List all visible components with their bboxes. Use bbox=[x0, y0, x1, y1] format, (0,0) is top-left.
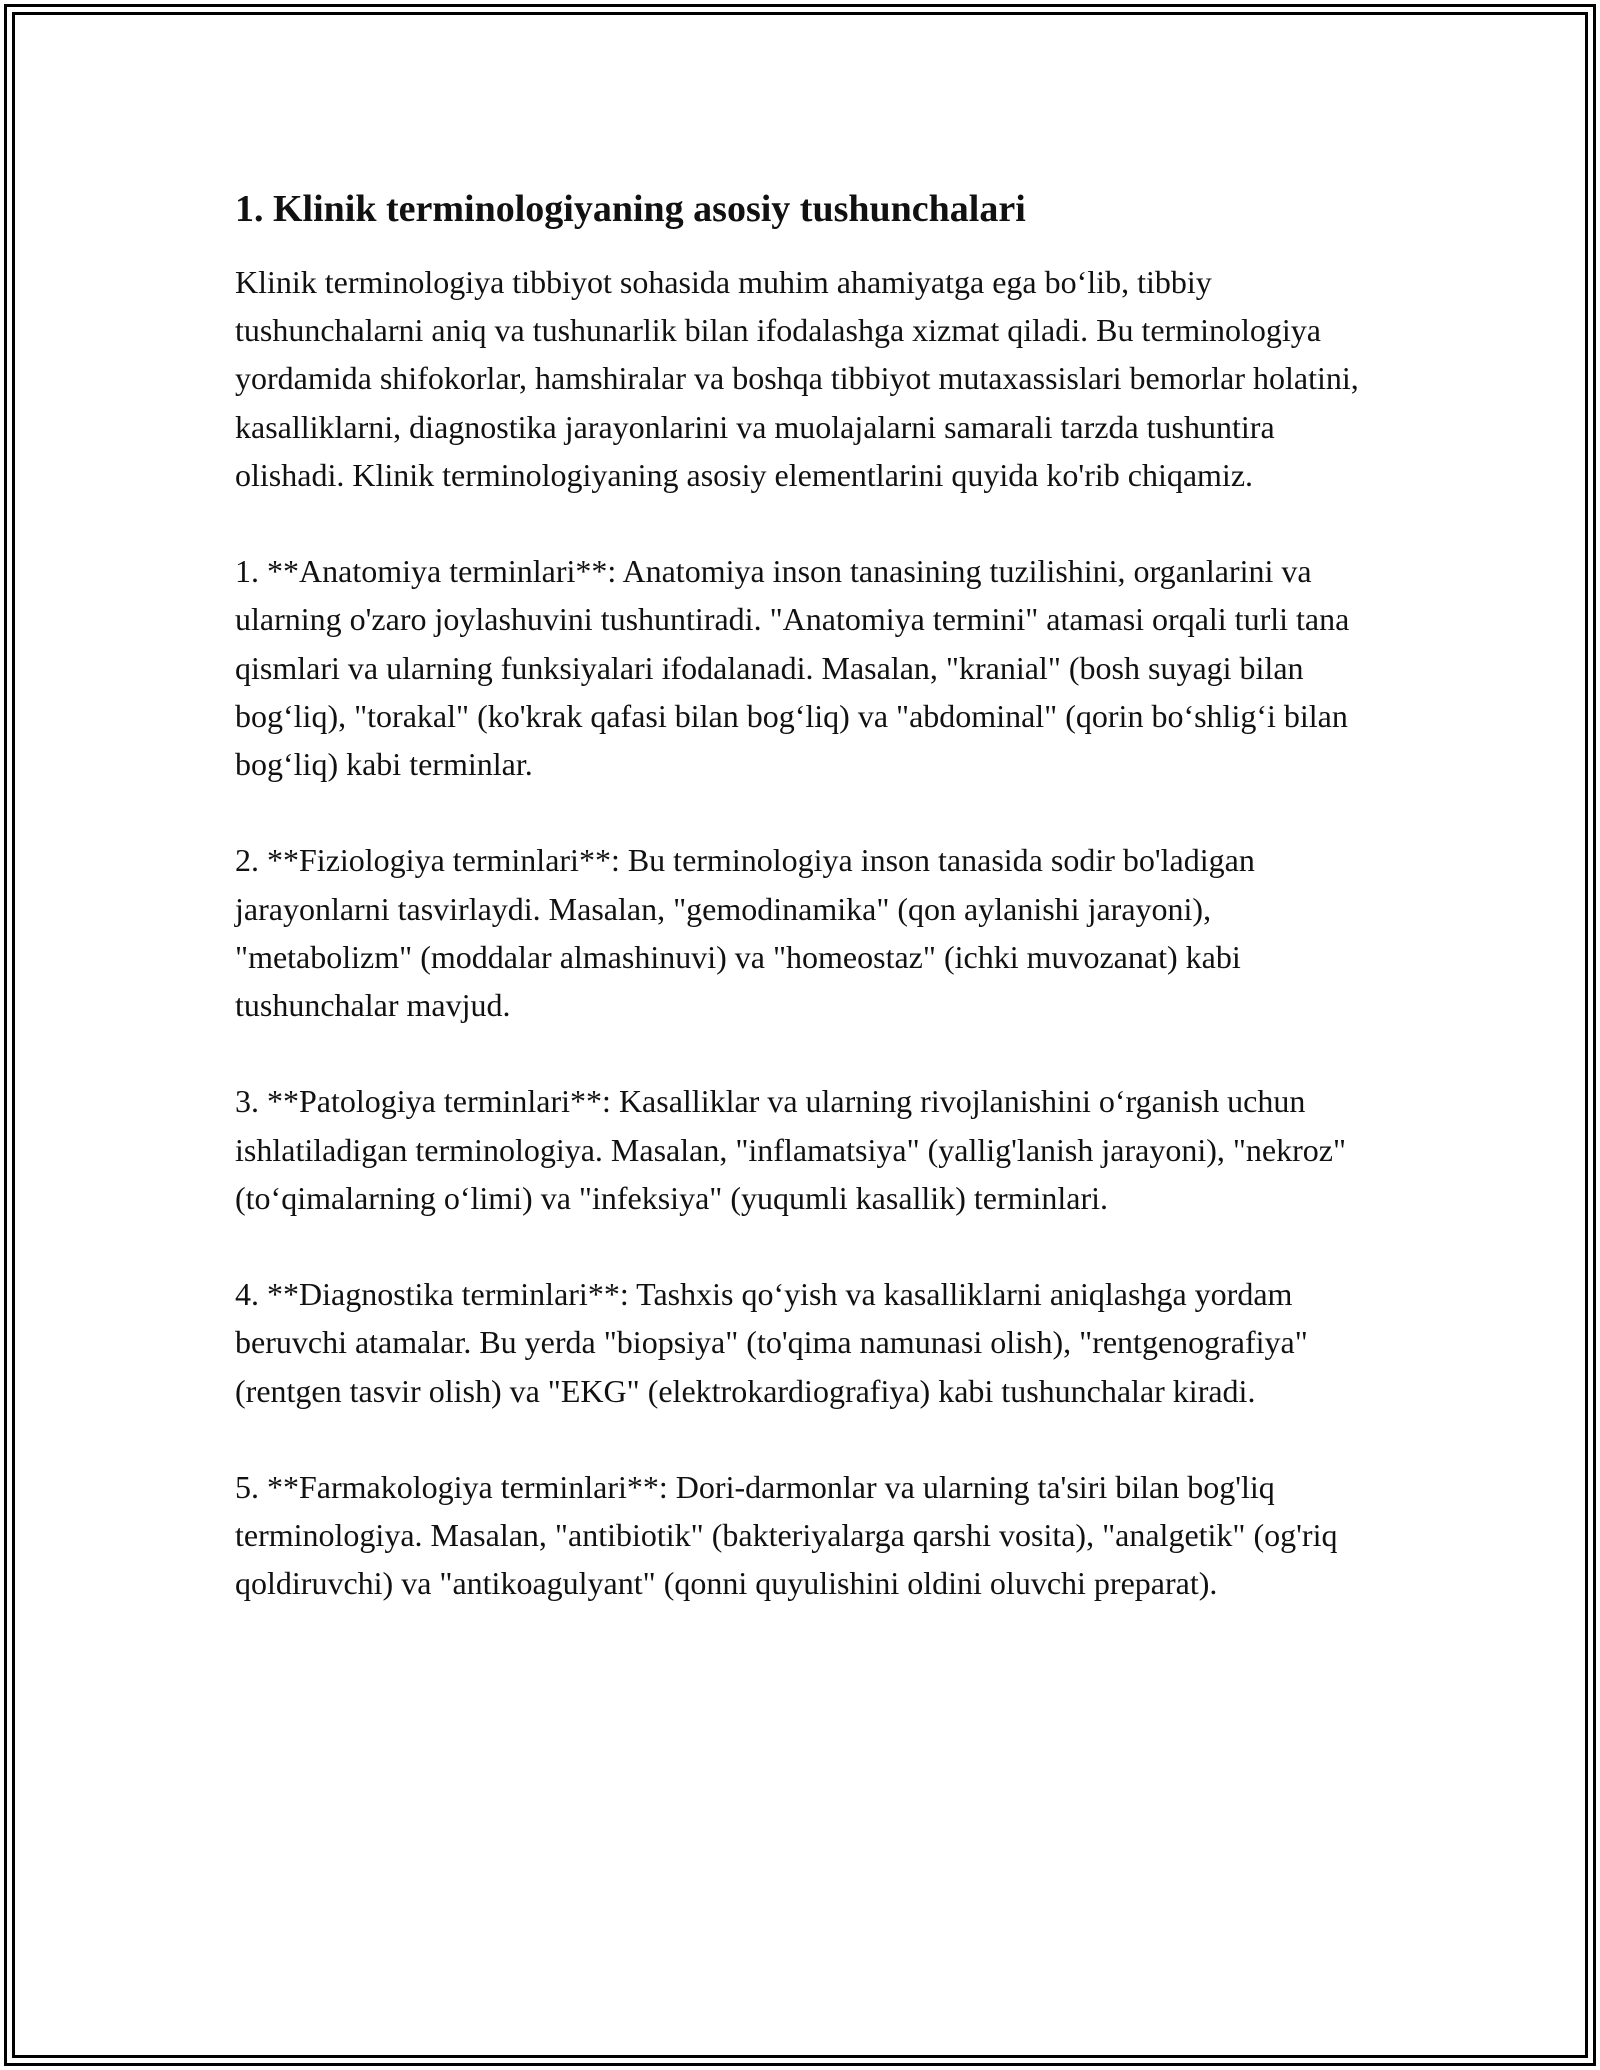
intro-paragraph: Klinik terminologiya tibbiyot sohasida muhim ahamiyatga ega bo‘lib, tibbiy tushunchalarni aniq va tushunarlik bilan ifodalashga xizmat qiladi. Bu terminologiya yordamida shifokorlar, hamshiralar va boshqa tibbiyot mutaxassislari bemorlar holatini, kasalliklarni, diagnostika jarayonlarini va muolajalarni samarali tarzda tushuntira olishadi. Klinik terminologiyaning asosiy elementlarini quyida ko'rib chiqamiz. bbox=[235, 264, 1359, 493]
diagnostics-paragraph: 4. **Diagnostika terminlari**: Tashxis qo‘yish va kasalliklarni aniqlashga yordam beruvchi atamalar. Bu yerda "biopsiya" (to'qima namunasi olish), "rentgenografiya" (rentgen tasvir olish) va "EKG" (elektrokardiografiya) kabi tushunchalar kiradi. bbox=[235, 1276, 1308, 1409]
anatomy-paragraph: 1. **Anatomiya terminlari**: Anatomiya inson tanasining tuzilishini, organlarini va ularning o'zaro joylashuvini tushuntiradi. "Anatomiya termini" atamasi orqali turli tana qismlari va ularning funksiyalari ifodalanadi. Masalan, "kranial" (bosh suyagi bilan bog‘liq), "torakal" (ko'krak qafasi bilan bog‘liq) va "abdominal" (qorin bo‘shlig‘i bilan bog‘liq) kabi terminlar. bbox=[235, 553, 1350, 783]
section-heading: 1. Klinik terminologiyaning asosiy tushunchalari bbox=[235, 188, 1026, 230]
document-body bbox=[235, 184, 1375, 1656]
pharmacology-paragraph: 5. **Farmakologiya terminlari**: Dori-darmonlar va ularning ta'siri bilan bog'liq terminologiya. Masalan, "antibiotik" (bakteriyalarga qarshi vosita), "analgetik" (og'riq qoldiruvchi) va "antikoagulyant" (qonni quyulishini oldini oluvchi preparat). bbox=[235, 1469, 1338, 1602]
pathology-paragraph: 3. **Patologiya terminlari**: Kasalliklar va ularning rivojlanishini o‘rganish uchun ishlatiladigan terminologiya. Masalan, "inflamatsiya" (yallig'lanish jarayoni), "nekroz" (to‘qimalarning o‘limi) va "infeksiya" (yuqumli kasallik) terminlari. bbox=[235, 1083, 1347, 1216]
physiology-paragraph: 2. **Fiziologiya terminlari**: Bu terminologiya inson tanasida sodir bo'ladigan jarayonlarni tasvirlaydi. Masalan, "gemodinamika" (qon aylanishi jarayoni), "metabolizm" (moddalar almashinuvi) va "homeostaz" (ichki muvozanat) kabi tushunchalar mavjud. bbox=[235, 842, 1255, 1024]
